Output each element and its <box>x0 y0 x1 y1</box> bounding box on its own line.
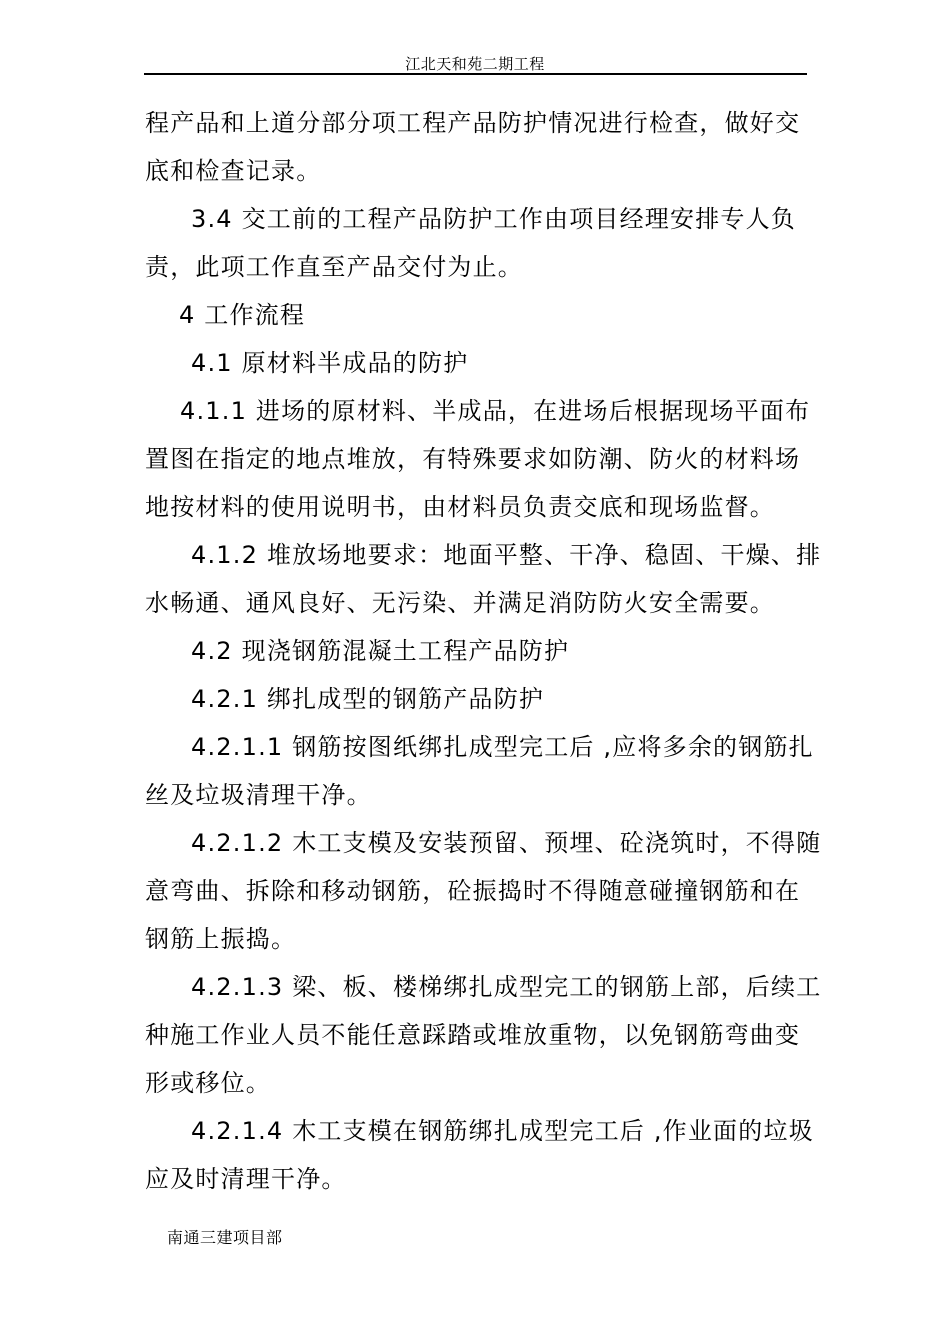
section-3-4-line: 3.4 交工前的工程产品防护工作由项目经理安排专人负 <box>191 205 796 233</box>
body-line: 形或移位。 <box>145 1069 271 1097</box>
header-divider <box>144 73 807 75</box>
body-line: 丝及垃圾清理干净。 <box>145 781 372 809</box>
section-4-1-heading: 4.1 原材料半成品的防护 <box>191 349 469 377</box>
document-body <box>145 99 822 1203</box>
body-line: 水畅通、通风良好、无污染、并满足消防防火安全需要。 <box>145 589 775 617</box>
body-line: 程产品和上道分部分项工程产品防护情况进行检查，做好交 <box>145 109 801 137</box>
body-line: 底和检查记录。 <box>145 157 322 185</box>
section-4-2-1-2-line: 4.2.1.2 木工支模及安装预留、预埋、砼浇筑时，不得随 <box>191 829 822 857</box>
body-line: 钢筋上振捣。 <box>145 925 297 953</box>
section-4-1-1-line: 4.1.1 进场的原材料、半成品，在进场后根据现场平面布 <box>180 397 811 425</box>
body-line: 置图在指定的地点堆放，有特殊要求如防潮、防火的材料场 <box>145 445 801 473</box>
body-line: 责，此项工作直至产品交付为止。 <box>145 253 523 281</box>
section-4-2-1-1-line: 4.2.1.1 钢筋按图纸绑扎成型完工后 ,应将多余的钢筋扎 <box>191 733 814 761</box>
page-header-title: 江北天和苑二期工程 <box>405 55 545 73</box>
section-4-2-1-heading: 4.2.1 绑扎成型的钢筋产品防护 <box>191 685 545 713</box>
section-4-2-1-3-line: 4.2.1.3 梁、板、楼梯绑扎成型完工的钢筋上部，后续工 <box>191 973 822 1001</box>
body-line: 意弯曲、拆除和移动钢筋，砼振捣时不得随意碰撞钢筋和在 <box>145 877 801 905</box>
page-footer-text: 南通三建项目部 <box>167 1228 283 1247</box>
body-line: 应及时清理干净。 <box>145 1165 347 1193</box>
body-line: 种施工作业人员不能任意踩踏或堆放重物，以免钢筋弯曲变 <box>145 1021 801 1049</box>
section-4-1-2-line: 4.1.2 堆放场地要求：地面平整、干净、稳固、干燥、排 <box>191 541 822 569</box>
section-4-2-heading: 4.2 现浇钢筋混凝土工程产品防护 <box>191 637 570 665</box>
section-4-2-1-4-line: 4.2.1.4 木工支模在钢筋绑扎成型完工后 ,作业面的垃圾 <box>191 1117 814 1145</box>
section-4-heading: 4 工作流程 <box>179 301 306 329</box>
body-line: 地按材料的使用说明书，由材料员负责交底和现场监督。 <box>145 493 775 521</box>
